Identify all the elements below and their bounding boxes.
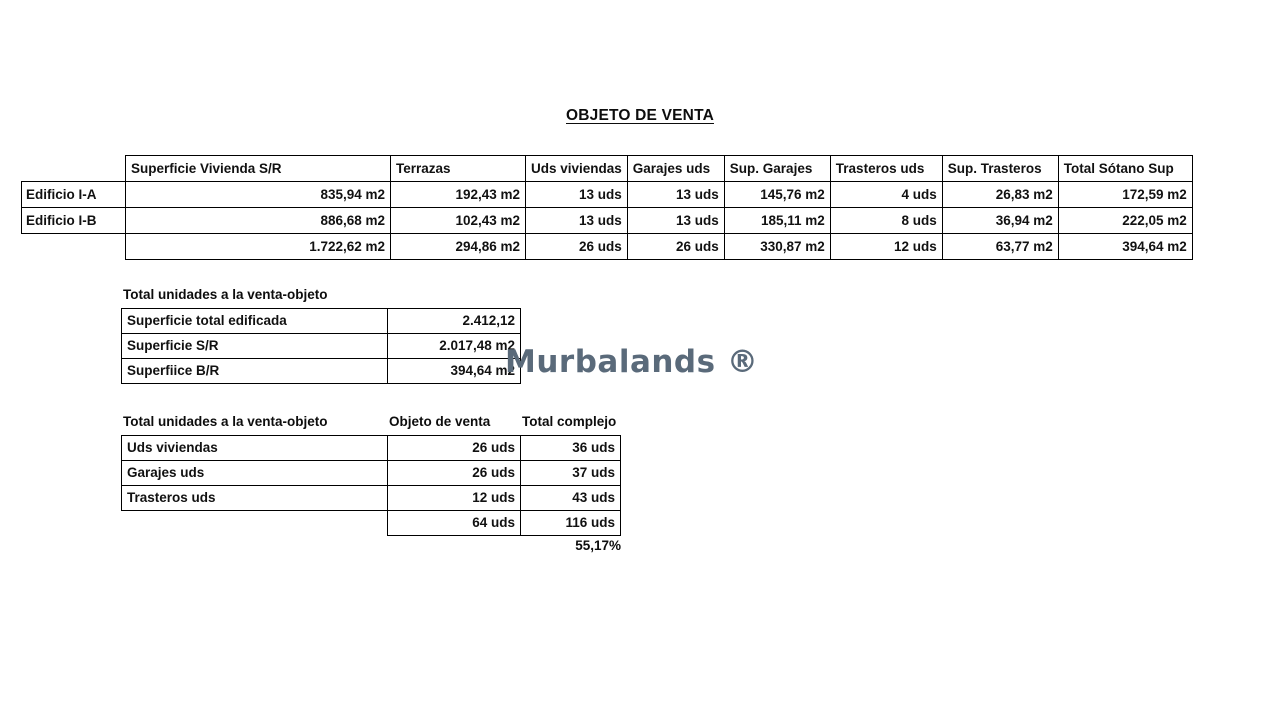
cell-trasteros-uds-total: 43 uds	[521, 486, 621, 511]
cell-sup-trasteros: 36,94 m2	[942, 208, 1058, 234]
watermark: Murbalands ®	[505, 344, 759, 380]
cell-superficie-vivienda: 835,94 m2	[126, 182, 391, 208]
units-total-row-label	[122, 511, 388, 536]
units-total-objeto: 64 uds	[388, 511, 521, 536]
cell-total-sotano: 172,59 m2	[1058, 182, 1192, 208]
cell-garajes-uds-objeto: 26 uds	[388, 461, 521, 486]
cell-sup-trasteros: 26,83 m2	[942, 182, 1058, 208]
units-block-col-total-header: Total complejo	[522, 414, 617, 429]
cell-trasteros-uds: 4 uds	[830, 182, 942, 208]
cell-uds-viviendas: 13 uds	[526, 208, 628, 234]
cell-trasteros-uds: 8 uds	[830, 208, 942, 234]
table-total-row	[22, 234, 1193, 260]
page-title	[0, 107, 1280, 125]
table-row	[22, 208, 1193, 234]
row-label-garajes-uds: Garajes uds	[122, 461, 388, 486]
table-row	[122, 461, 621, 486]
percentage-value: 55,17%	[575, 538, 621, 553]
row-label-edificio-i-b: Edificio I-B	[22, 208, 126, 234]
total-total-sotano: 394,64 m2	[1058, 234, 1192, 260]
table-row	[22, 182, 1193, 208]
header-cell-sup-garajes: Sup. Garajes	[724, 156, 830, 182]
units-block-col-objeto-header: Objeto de venta	[389, 414, 491, 429]
cell-total-sotano: 222,05 m2	[1058, 208, 1192, 234]
surfaces-block-caption: Total unidades a la venta-objeto	[123, 287, 328, 302]
cell-garajes-uds: 13 uds	[627, 208, 724, 234]
units-table	[121, 435, 621, 536]
cell-garajes-uds: 13 uds	[627, 182, 724, 208]
cell-terrazas: 102,43 m2	[391, 208, 526, 234]
total-trasteros-uds: 12 uds	[830, 234, 942, 260]
row-label-superficie-total-edificada: Superficie total edificada	[122, 309, 388, 334]
table-row	[122, 309, 521, 334]
units-block-caption-text: Total unidades a la venta-objeto	[123, 414, 328, 429]
total-uds-viviendas: 26 uds	[526, 234, 628, 260]
cell-superficie-br-value: 394,64 m2	[388, 359, 521, 384]
header-cell-total-sotano: Total Sótano Sup	[1058, 156, 1192, 182]
row-label-trasteros-uds: Trasteros uds	[122, 486, 388, 511]
header-cell-superficie-vivienda: Superficie Vivienda S/R	[126, 156, 391, 182]
total-superficie-vivienda: 1.722,62 m2	[126, 234, 391, 260]
units-total-total: 116 uds	[521, 511, 621, 536]
table-row	[122, 359, 521, 384]
table-header-row	[22, 156, 1193, 182]
cell-superficie-total-edificada-value: 2.412,12	[388, 309, 521, 334]
table-row	[122, 334, 521, 359]
row-label-uds-viviendas: Uds viviendas	[122, 436, 388, 461]
header-cell-trasteros-uds: Trasteros uds	[830, 156, 942, 182]
cell-superficie-vivienda: 886,68 m2	[126, 208, 391, 234]
row-label-superficie-br: Superfiice B/R	[122, 359, 388, 384]
total-sup-garajes: 330,87 m2	[724, 234, 830, 260]
page-title-text: OBJETO DE VENTA	[566, 107, 714, 124]
row-label-edificio-i-a: Edificio I-A	[22, 182, 126, 208]
total-garajes-uds: 26 uds	[627, 234, 724, 260]
table-row	[122, 436, 621, 461]
objeto-de-venta-table	[21, 155, 1193, 260]
total-sup-trasteros: 63,77 m2	[942, 234, 1058, 260]
cell-uds-viviendas: 13 uds	[526, 182, 628, 208]
header-cell-terrazas: Terrazas	[391, 156, 526, 182]
cell-superficie-sr-value: 2.017,48 m2	[388, 334, 521, 359]
units-block-caption	[123, 414, 616, 429]
table-row	[122, 486, 621, 511]
header-cell-empty	[22, 156, 126, 182]
cell-sup-garajes: 145,76 m2	[724, 182, 830, 208]
row-label-superficie-sr: Superficie S/R	[122, 334, 388, 359]
header-cell-sup-trasteros: Sup. Trasteros	[942, 156, 1058, 182]
cell-garajes-uds-total: 37 uds	[521, 461, 621, 486]
surfaces-table	[121, 308, 521, 384]
cell-uds-viviendas-total: 36 uds	[521, 436, 621, 461]
table-total-row	[122, 511, 621, 536]
cell-trasteros-uds-objeto: 12 uds	[388, 486, 521, 511]
cell-terrazas: 192,43 m2	[391, 182, 526, 208]
cell-sup-garajes: 185,11 m2	[724, 208, 830, 234]
total-terrazas: 294,86 m2	[391, 234, 526, 260]
total-row-label	[22, 234, 126, 260]
cell-uds-viviendas-objeto: 26 uds	[388, 436, 521, 461]
header-cell-garajes-uds: Garajes uds	[627, 156, 724, 182]
header-cell-uds-viviendas: Uds viviendas	[526, 156, 628, 182]
